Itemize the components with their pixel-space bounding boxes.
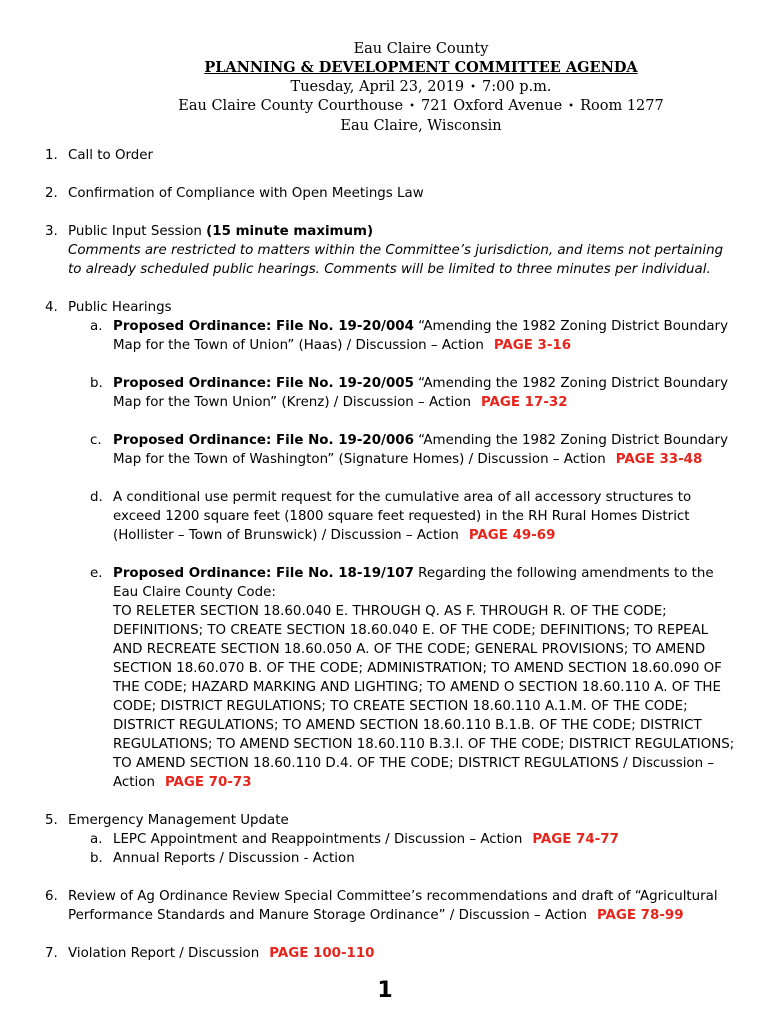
page-number: 1 (377, 978, 393, 1003)
page-reference: PAGE 49-69 (468, 528, 556, 543)
meeting-location: Eau Claire County Courthouse • 721 Oxford Avenue • Room 1277 (178, 98, 664, 115)
page-reference: PAGE 74-77 (532, 832, 619, 847)
bullet-icon: • (409, 101, 415, 113)
agenda-item-2: 2. Confirmation of Compliance with Open Meetings Law (45, 186, 424, 201)
public-input-note: Comments are restricted to matters within the Committee’s jurisdiction, and items not pertaining to already scheduled public hearings. Comments will be limited to three minutes per individual. (68, 243, 724, 277)
bullet-icon: • (568, 101, 575, 113)
page-reference: PAGE 78-99 (596, 908, 684, 923)
emergency-item-a: a. LEPC Appointment and Reappointments / Discussion – Action PAGE 74-77 (90, 832, 619, 847)
meeting-datetime: Tuesday, April 23, 2019 • 7:00 p.m. (290, 78, 552, 95)
hearing-item-b: b. Proposed Ordinance: File No. 19-20/005 “Amending the 1982 Zoning District Boundary Map for the Town Union” (Krenz) / Discussion – Action PAGE 17-32 (90, 376, 728, 410)
agenda-item-5: 5. Emergency Management Update (45, 813, 289, 828)
page-reference: PAGE 100-110 (269, 946, 375, 961)
agenda-item-4: 4. Public Hearings (45, 300, 172, 315)
agenda-title: PLANNING & DEVELOPMENT COMMITTEE AGENDA (204, 58, 638, 76)
hearing-item-c: c. Proposed Ordinance: File No. 19-20/006 “Amending the 1982 Zoning District Boundary Map for the Town of Washington” (Signature Homes) / Discussion – Action PAGE 33-48 (90, 433, 728, 467)
agenda-body (45, 146, 735, 963)
hearing-item-e: e. Proposed Ordinance: File No. 18-19/107 Regarding the following amendments to the Eau Claire County Code: TO RELETER SECTION 18.60.040 E. THROUGH Q. AS F. THROUGH R. OF THE CODE; DEFINITIONS; TO CREATE SECTION 18.60.040 E. OF THE CODE; DEFINITIONS; TO REPEAL AND RECREATE SECTION 18.60.050 A. OF THE CODE; GENERAL PROVISIONS; TO AMEND SECTION 18.60.070 B. OF THE CODE; ADMINISTRATION; TO AMEND SECTION 18.60.090 OF THE CODE; HAZARD MARKING AND LIGHTING; TO AMEND O SECTION 18.60.110 A. OF THE CODE; DISTRICT REGULATIONS; TO CREATE SECTION 18.60.110 A.1.M. OF THE CODE; DISTRICT REGULATIONS; TO AMEND SECTION 18.60.110 B.1.B. OF THE CODE; DISTRICT REGULATIONS; TO AMEND SECTION 18.60.110 B.3.I. OF THE CODE; DISTRICT REGULATIONS; TO AMEND SECTION 18.60.110 D.4. OF THE CODE; DISTRICT REGULATIONS / Discussion – Action PAGE 70-73 (90, 566, 735, 790)
emergency-item-b: b. Annual Reports / Discussion - Action (90, 851, 355, 866)
page-reference: PAGE 17-32 (480, 395, 568, 410)
bullet-icon: • (470, 81, 477, 93)
page-reference: PAGE 33-48 (615, 452, 703, 467)
page-reference: PAGE 3-16 (493, 338, 572, 353)
hearing-item-a: a. Proposed Ordinance: File No. 19-20/004 “Amending the 1982 Zoning District Boundary Map for the Town of Union” (Haas) / Discussion – Action PAGE 3-16 (90, 319, 728, 353)
county-name: Eau Claire County (353, 41, 489, 57)
agenda-item-6: 6. Review of Ag Ordinance Review Special Committee’s recommendations and draft of “Agricultural Performance Standards and Manure Storage Ordinance” / Discussion – Action PAGE 78-99 (45, 889, 718, 923)
agenda-item-1: 1. Call to Order (45, 148, 154, 163)
page-reference: PAGE 70-73 (164, 775, 252, 790)
agenda-header (0, 40, 770, 136)
agenda-item-3: 3. Public Input Session (15 minute maximum) (45, 224, 374, 239)
agenda-item-7: 7. Violation Report / Discussion PAGE 100-110 (45, 946, 375, 961)
meeting-city: Eau Claire, Wisconsin (340, 118, 502, 135)
code-amendments-text: TO RELETER SECTION 18.60.040 E. THROUGH Q. AS F. THROUGH R. OF THE CODE; DEFINITIONS; TO CREATE SECTION 18.60.040 E. OF THE CODE; DEFINITIONS; TO REPEAL AND RECREATE SECTION 18.60.050 A. OF THE CODE; GENERAL PROVISIONS; TO AMEND SECTION 18.60.070 B. OF THE CODE; ADMINISTRATION; TO AMEND SECTION 18.60.090 OF THE CODE; HAZARD MARKING AND LIGHTING; TO AMEND O SECTION 18.60.110 A. OF THE CODE; DISTRICT REGULATIONS; TO CREATE SECTION 18.60.110 A.1.M. OF THE CODE; DISTRICT REGULATIONS; TO AMEND SECTION 18.60.110 B.1.B. OF THE CODE; DISTRICT REGULATIONS; TO AMEND SECTION 18.60.110 B.3.I. OF THE CODE; DISTRICT REGULATIONS; TO AMEND SECTION 18.60.110 D.4. OF THE CODE; DISTRICT REGULATIONS / Discussion – Action (113, 604, 735, 790)
hearing-item-d: d. A conditional use permit request for the cumulative area of all accessory structures to exceed 1200 square feet (1800 square feet requested) in the RH Rural Homes District (Hollister – Town of Brunswick) / Discussion – Action PAGE 49-69 (90, 490, 692, 543)
